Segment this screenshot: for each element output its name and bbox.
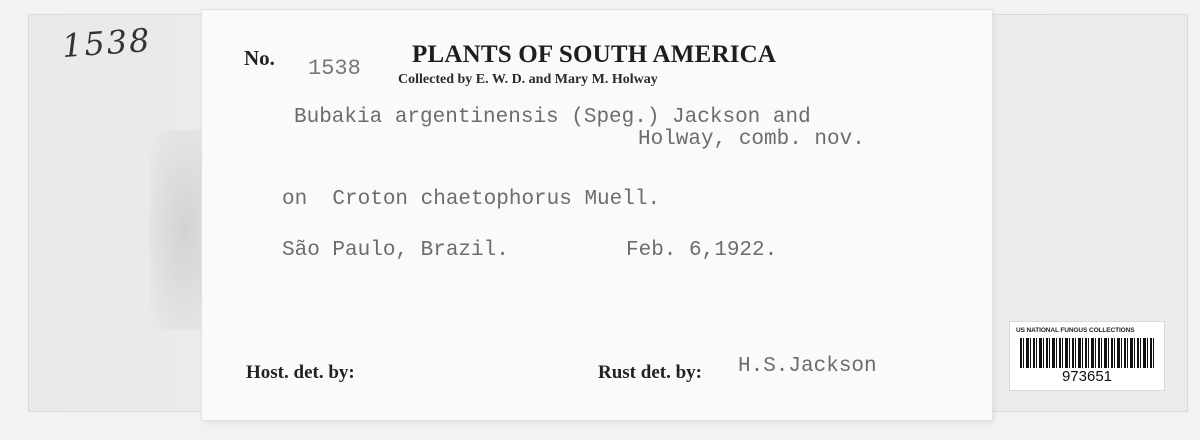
- number-value: 1538: [308, 56, 361, 81]
- rust-determiner-label: Rust det. by:: [598, 362, 702, 383]
- collection-date: Feb. 6,1922.: [626, 239, 778, 262]
- barcode-number: 973651: [1061, 368, 1113, 385]
- barcode-tag: [1010, 322, 1164, 390]
- host-determiner-label: Host. det. by:: [246, 362, 355, 383]
- handwritten-number: 1538: [60, 20, 153, 66]
- number-label: No.: [244, 46, 275, 70]
- barcode-icon: [1020, 338, 1154, 368]
- label-title: PLANTS OF SOUTH AMERICA: [412, 41, 777, 68]
- locality: São Paulo, Brazil.: [282, 239, 509, 262]
- barcode-collection-name: US NATIONAL FUNGUS COLLECTIONS: [1016, 327, 1135, 334]
- host-plant-line: on Croton chaetophorus Muell.: [282, 188, 661, 211]
- collector-line: Collected by E. W. D. and Mary M. Holway: [398, 72, 658, 87]
- species-name-line-2: Holway, comb. nov.: [638, 128, 865, 151]
- specimen-label: [202, 10, 992, 420]
- rust-determiner-value: H.S.Jackson: [738, 355, 877, 378]
- species-name-line-1: Bubakia argentinensis (Speg.) Jackson and: [294, 106, 811, 129]
